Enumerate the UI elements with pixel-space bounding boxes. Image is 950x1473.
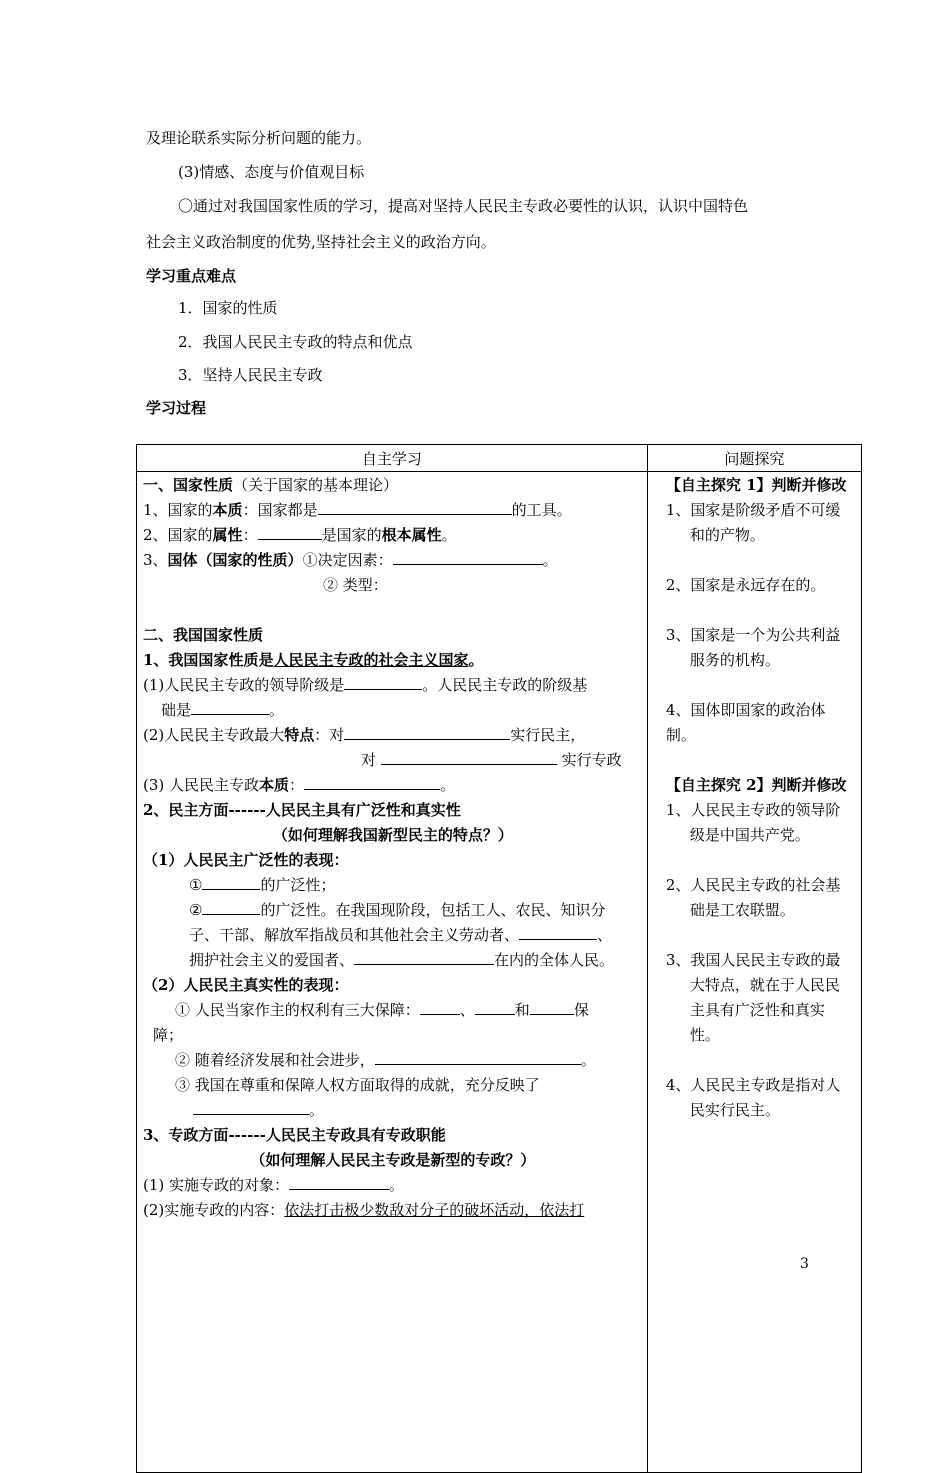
text: ：对 <box>314 726 345 744</box>
text: 实行民主， <box>510 726 586 744</box>
text: ： <box>289 776 305 794</box>
inquiry-1-item-2: 2、国家是永远存在的。 <box>665 576 826 594</box>
text: 实行专政 <box>561 751 622 769</box>
text: 。 <box>542 551 558 569</box>
text: 保 <box>573 1001 589 1019</box>
text: 。 <box>309 1101 325 1119</box>
inquiry-cell <box>647 472 861 1473</box>
key-point-1: 1．国家的性质 <box>178 299 278 317</box>
text: 特点 <box>284 726 315 744</box>
study-table <box>136 444 862 1473</box>
text: ：国家都是 <box>242 501 318 519</box>
text: ③ 我国在尊重和保障人权方面取得的成就，充分反映了 <box>175 1076 540 1094</box>
text: 是国家的 <box>321 526 382 544</box>
text: 本质 <box>259 776 290 794</box>
process-title: 学习过程 <box>146 399 207 417</box>
page-number: 3 <box>800 1256 809 1272</box>
fill-blank[interactable] <box>304 775 440 790</box>
text: (2)实施专政的内容： <box>143 1201 285 1219</box>
intro-line-2: (3)情感、态度与价值观目标 <box>178 163 365 181</box>
text: 。 <box>580 1051 596 1069</box>
text: （2）人民民主真实性的表现： <box>143 976 349 994</box>
text: 的广泛性； <box>260 876 336 894</box>
text: 子、干部、解放军指战员和其他社会主义劳动者、 <box>189 926 520 944</box>
text: (1) 实施专政的对象： <box>143 1176 290 1194</box>
text: ② 类型： <box>323 576 388 594</box>
text: 本质 <box>212 501 243 519</box>
fill-blank[interactable] <box>475 1000 515 1015</box>
text: （1）人民民主广泛性的表现： <box>143 851 349 869</box>
inquiry-1-title: 【自主探究 1】判断并修改 <box>665 476 847 494</box>
text: ① 人民当家作主的权利有三大保障： <box>175 1001 420 1019</box>
section-1-title: 一、国家性质 <box>143 476 234 494</box>
fill-blank[interactable] <box>202 900 260 915</box>
fill-blank[interactable] <box>530 1000 574 1015</box>
fill-blank[interactable] <box>318 500 512 515</box>
inquiry-2-item-3: 3、我国人民民主专政的最 大特点，就在于人民民 主具有广泛性和真实 性。 <box>665 951 841 1044</box>
text: 。人民民主专政的阶级基 <box>422 676 588 694</box>
text: 依法打击极少数敌对分子的破坏活动，依法打 <box>284 1201 585 1219</box>
text: 在内的全体人民。 <box>494 951 615 969</box>
text: ② 随着经济发展和社会进步， <box>175 1051 375 1069</box>
text: 的广泛性。在我国现阶段，包括工人、农民、知识分 <box>260 901 606 919</box>
key-point-3: 3．坚持人民民主专政 <box>178 366 323 384</box>
fill-blank[interactable] <box>381 750 557 765</box>
text: 。 <box>441 526 457 544</box>
fill-blank[interactable] <box>202 875 260 890</box>
text: 国体（国家的性质） <box>167 551 303 569</box>
text: 障； <box>153 1026 184 1044</box>
section-dictatorship-title: 3、专政方面------人民民主专政具有专政职能 <box>143 1126 446 1144</box>
header-self-study: 自主学习 <box>137 445 648 472</box>
text: 和 <box>514 1001 530 1019</box>
text: 2、国家的 <box>143 526 213 544</box>
text: ①决定因素： <box>302 551 393 569</box>
text: 人民民主专政的社会主义国家 <box>273 651 469 669</box>
text: ： <box>242 526 258 544</box>
fill-blank[interactable] <box>519 925 597 940</box>
text: 。 <box>269 701 285 719</box>
intro-line-4: 社会主义政治制度的优势,坚持社会主义的政治方向。 <box>146 233 496 251</box>
text: 、 <box>597 926 613 944</box>
key-point-2: 2．我国人民民主专政的特点和优点 <box>178 333 413 351</box>
fill-blank[interactable] <box>193 1100 309 1115</box>
text: 属性 <box>212 526 243 544</box>
key-points-title: 学习重点难点 <box>146 267 237 285</box>
intro-line-3: 〇通过对我国国家性质的学习，提高对坚持人民民主专政必要性的认识，认识中国特色 <box>178 197 749 215</box>
text: 3、 <box>143 551 168 569</box>
inquiry-1-item-1: 1、国家是阶级矛盾不可缓 和的产物。 <box>665 501 841 544</box>
self-study-cell <box>137 472 648 1473</box>
inquiry-2-title: 【自主探究 2】判断并修改 <box>665 776 847 794</box>
inquiry-1-item-3: 3、国家是一个为公共利益 服务的机构。 <box>665 626 841 669</box>
fill-blank[interactable] <box>354 950 494 965</box>
text: 的工具。 <box>511 501 572 519</box>
section-democracy-subtitle: （如何理解我国新型民主的特点？） <box>272 826 513 844</box>
text: 1、我国国家性质是 <box>143 651 274 669</box>
header-inquiry: 问题探究 <box>647 445 861 472</box>
inquiry-2-item-2: 2、人民民主专政的社会基 础是工农联盟。 <box>665 876 841 919</box>
fill-blank[interactable] <box>289 1175 389 1190</box>
text: 、 <box>459 1001 475 1019</box>
inquiry-2-item-1: 1、人民民主专政的领导阶 级是中国共产党。 <box>665 801 841 844</box>
fill-blank[interactable] <box>191 700 269 715</box>
text: 拥护社会主义的爱国者、 <box>189 951 355 969</box>
inquiry-2-item-4: 4、人民民主专政是指对人 民实行民主。 <box>665 1076 841 1119</box>
text: 根本属性 <box>381 526 442 544</box>
fill-blank[interactable] <box>393 550 543 565</box>
section-1-note: （关于国家的基本理论） <box>233 476 399 494</box>
text: (3) 人民民主专政 <box>143 776 260 794</box>
text: 1、国家的 <box>143 501 213 519</box>
section-2-title: 二、我国国家性质 <box>143 626 264 644</box>
text: 。 <box>389 1176 405 1194</box>
fill-blank[interactable] <box>375 1050 581 1065</box>
inquiry-1-item-4: 4、国体即国家的政治体制。 <box>665 701 826 744</box>
section-democracy-title: 2、民主方面------人民民主具有广泛性和真实性 <box>143 801 461 819</box>
text: (1)人民民主专政的领导阶级是 <box>143 676 345 694</box>
fill-blank[interactable] <box>420 1000 460 1015</box>
text: (2)人民民主专政最大 <box>143 726 285 744</box>
text: 对 <box>361 751 377 769</box>
text: ① <box>189 876 203 894</box>
section-dictatorship-subtitle: （如何理解人民民主专政是新型的专政？） <box>250 1151 536 1169</box>
fill-blank[interactable] <box>344 725 510 740</box>
fill-blank[interactable] <box>344 675 422 690</box>
text: 础是 <box>161 701 192 719</box>
intro-line-1: 及理论联系实际分析问题的能力。 <box>146 129 372 147</box>
fill-blank[interactable] <box>258 525 322 540</box>
text: ② <box>189 901 203 919</box>
text: 。 <box>468 651 484 669</box>
text: 。 <box>440 776 456 794</box>
